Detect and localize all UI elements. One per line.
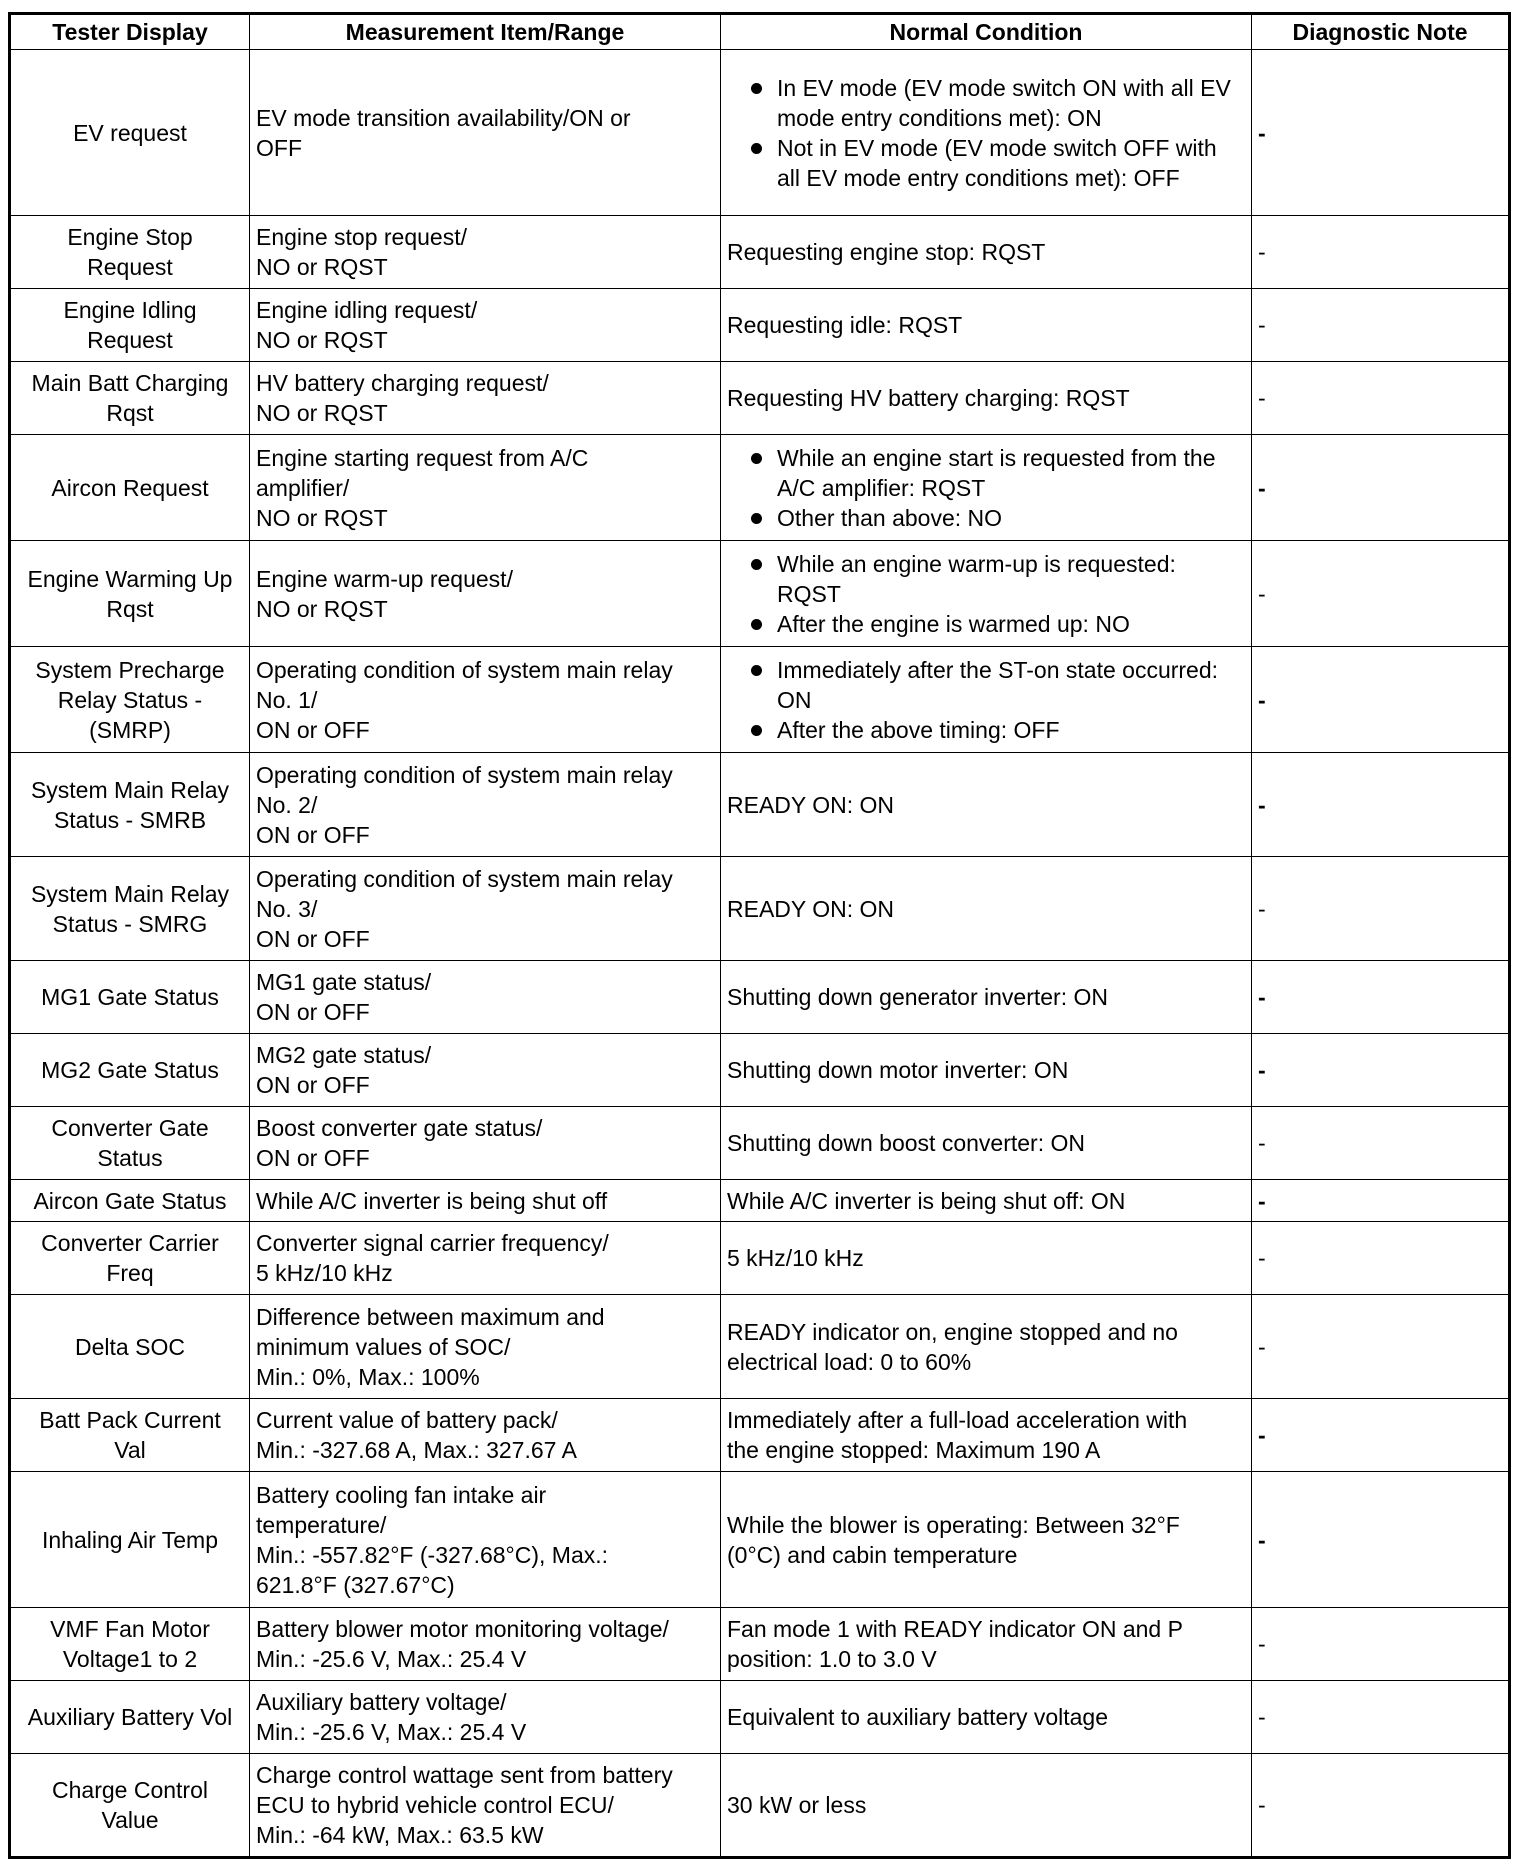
table-row — [10, 1608, 1510, 1681]
normal-condition-cell — [721, 961, 1252, 1034]
measurement-line: MG1 gate status/ — [256, 969, 432, 995]
condition-line: READY indicator on, engine stopped and no — [727, 1318, 1178, 1345]
condition-line: Immediately after a full-load acceleration with — [727, 1407, 1188, 1433]
measurement-line: OFF — [256, 134, 302, 161]
tester-display-line: Batt Pack Current — [39, 1407, 221, 1433]
measurement-line: Min.: -327.68 A, Max.: 327.67 A — [256, 1437, 577, 1463]
table-row — [10, 1180, 1510, 1222]
measurement-line: NO or RQST — [256, 254, 388, 280]
diagnostic-note-cell: - — [1252, 1399, 1510, 1472]
diagnostic-note-cell: - — [1252, 857, 1510, 961]
measurement-line: amplifier/ — [256, 474, 350, 501]
tester-display-line: Engine Stop — [67, 224, 193, 250]
diagnostic-note-cell: - — [1252, 1608, 1510, 1681]
tester-display-line: Converter Carrier — [41, 1230, 219, 1256]
diagnostic-note-cell: - — [1252, 1107, 1510, 1180]
tester-display-line: System Precharge — [35, 656, 225, 683]
condition-bullet-list — [727, 549, 1245, 639]
measurement-line: temperature/ — [256, 1511, 387, 1538]
diagnostic-note-cell: - — [1252, 541, 1510, 647]
measurement-line: NO or RQST — [256, 400, 388, 426]
measurement-line: Engine stop request/ — [256, 224, 467, 250]
diagnostic-note-cell: - — [1252, 50, 1510, 216]
tester-display-line: MG1 Gate Status — [41, 984, 219, 1010]
table-row — [10, 216, 1510, 289]
normal-condition-cell — [721, 1034, 1252, 1107]
measurement-cell — [250, 1222, 721, 1295]
table-row — [10, 857, 1510, 961]
measurement-cell — [250, 1608, 721, 1681]
tester-display-cell — [10, 1681, 250, 1754]
condition-text: 30 kW or less — [727, 1792, 867, 1818]
measurement-cell — [250, 1107, 721, 1180]
condition-bullet-item: While an engine start is requested from the A/C amplifier: RQST — [727, 443, 1245, 503]
condition-bullet-item: In EV mode (EV mode switch ON with all EV mode entry conditions met): ON — [727, 73, 1245, 133]
measurement-line: NO or RQST — [256, 327, 388, 353]
diagnostic-note-cell: - — [1252, 1222, 1510, 1295]
tester-display-cell — [10, 1754, 250, 1858]
tester-display-cell — [10, 961, 250, 1034]
measurement-cell — [250, 50, 721, 216]
table-row — [10, 541, 1510, 647]
diagnostic-note-cell: - — [1252, 1754, 1510, 1858]
tester-display-line: Engine Warming Up — [27, 565, 233, 592]
tester-display-line: Status - SMRB — [53, 806, 207, 833]
measurement-line: ECU to hybrid vehicle control ECU/ — [256, 1792, 614, 1818]
condition-text: Equivalent to auxiliary battery voltage — [727, 1704, 1108, 1730]
normal-condition-cell — [721, 1472, 1252, 1608]
measurement-line: Auxiliary battery voltage/ — [256, 1689, 507, 1715]
tester-display-line: Status - SMRG — [52, 910, 208, 937]
table-row — [10, 753, 1510, 857]
measurement-cell — [250, 362, 721, 435]
measurement-line: minimum values of SOC/ — [256, 1333, 511, 1360]
measurement-line: No. 3/ — [256, 895, 318, 922]
condition-line: While the blower is operating: Between 32°F — [727, 1511, 1180, 1538]
normal-condition-cell — [721, 289, 1252, 362]
tester-display-cell — [10, 289, 250, 362]
tester-display-cell — [10, 435, 250, 541]
normal-condition-cell — [721, 753, 1252, 857]
diagnostic-note-cell: - — [1252, 435, 1510, 541]
measurement-cell — [250, 961, 721, 1034]
measurement-line: ON or OFF — [256, 1072, 370, 1098]
table-row — [10, 289, 1510, 362]
measurement-cell — [250, 541, 721, 647]
tester-display-cell — [10, 362, 250, 435]
measurement-line: Engine idling request/ — [256, 297, 478, 323]
measurement-line: Difference between maximum and — [256, 1303, 605, 1330]
tester-display-line: System Main Relay — [30, 776, 230, 803]
condition-bullet-list — [727, 73, 1245, 193]
measurement-line: Charge control wattage sent from battery — [256, 1762, 673, 1788]
measurement-line: ON or OFF — [256, 1145, 370, 1171]
tester-display-cell — [10, 1107, 250, 1180]
header-normal-condition: Normal Condition — [721, 14, 1252, 50]
measurement-line: 621.8°F (327.67°C) — [256, 1571, 455, 1598]
header-diagnostic-note: Diagnostic Note — [1252, 14, 1510, 50]
measurement-line: HV battery charging request/ — [256, 370, 549, 396]
tester-display-cell — [10, 1608, 250, 1681]
table-row — [10, 1295, 1510, 1399]
tester-display-line: MG2 Gate Status — [41, 1057, 219, 1083]
normal-condition-cell — [721, 1180, 1252, 1222]
tester-display-line: Rqst — [106, 595, 154, 622]
tester-display-cell — [10, 753, 250, 857]
diagnostic-note-cell: - — [1252, 362, 1510, 435]
tester-display-line: Aircon Request — [51, 474, 209, 501]
measurement-line: Operating condition of system main relay — [256, 761, 673, 788]
table-row — [10, 961, 1510, 1034]
table-header-row — [10, 14, 1510, 50]
measurement-line: ON or OFF — [256, 999, 370, 1025]
condition-line: Fan mode 1 with READY indicator ON and P — [727, 1616, 1183, 1642]
tester-display-cell — [10, 857, 250, 961]
tester-display-line: Charge Control — [52, 1777, 208, 1803]
measurement-line: Operating condition of system main relay — [256, 865, 673, 892]
condition-line: electrical load: 0 to 60% — [727, 1348, 972, 1375]
table-row — [10, 1472, 1510, 1608]
measurement-line: Min.: -64 kW, Max.: 63.5 kW — [256, 1822, 544, 1848]
tester-display-cell — [10, 1034, 250, 1107]
measurement-line: Battery blower motor monitoring voltage/ — [256, 1616, 669, 1642]
tester-display-line: Auxiliary Battery Vol — [27, 1704, 233, 1730]
measurement-line: ON or OFF — [256, 716, 370, 743]
measurement-cell — [250, 647, 721, 753]
condition-text: 5 kHz/10 kHz — [727, 1245, 864, 1271]
condition-text: Requesting idle: RQST — [727, 312, 963, 338]
tester-display-line: Freq — [106, 1260, 154, 1286]
diagnostic-note-cell: - — [1252, 647, 1510, 753]
tester-display-cell — [10, 1222, 250, 1295]
measurement-line: Engine starting request from A/C — [256, 444, 589, 471]
normal-condition-cell — [721, 647, 1252, 753]
tester-display-cell — [10, 1399, 250, 1472]
normal-condition-cell — [721, 1295, 1252, 1399]
measurement-cell — [250, 1034, 721, 1107]
tester-display-line: Rqst — [106, 400, 154, 426]
measurement-line: No. 1/ — [256, 686, 318, 713]
tester-display-line: Inhaling Air Temp — [41, 1526, 218, 1553]
condition-line: position: 1.0 to 3.0 V — [727, 1646, 937, 1672]
tester-display-cell — [10, 1472, 250, 1608]
normal-condition-cell — [721, 50, 1252, 216]
diagnostic-note-cell: - — [1252, 289, 1510, 362]
tester-display-line: Engine Idling — [63, 297, 197, 323]
measurement-cell — [250, 289, 721, 362]
header-measurement-item: Measurement Item/Range — [250, 14, 721, 50]
measurement-line: Boost converter gate status/ — [256, 1115, 543, 1141]
normal-condition-cell — [721, 1107, 1252, 1180]
measurement-line: Current value of battery pack/ — [256, 1407, 558, 1433]
tester-display-line: Main Batt Charging — [31, 370, 229, 396]
tester-display-line: Request — [87, 254, 173, 280]
diagnostic-note-cell: - — [1252, 1034, 1510, 1107]
measurement-line: MG2 gate status/ — [256, 1042, 432, 1068]
measurement-line: Battery cooling fan intake air — [256, 1481, 547, 1508]
normal-condition-cell — [721, 1222, 1252, 1295]
measurement-line: 5 kHz/10 kHz — [256, 1260, 393, 1286]
tester-display-cell — [10, 541, 250, 647]
table-row — [10, 1107, 1510, 1180]
measurement-cell — [250, 857, 721, 961]
table-row — [10, 1754, 1510, 1858]
measurement-line: NO or RQST — [256, 595, 388, 622]
table-row — [10, 362, 1510, 435]
tester-display-line: VMF Fan Motor — [50, 1616, 210, 1642]
tester-display-line: Delta SOC — [75, 1333, 185, 1360]
tester-display-line: Status — [97, 1145, 163, 1171]
condition-line: (0°C) and cabin temperature — [727, 1541, 1018, 1568]
condition-text: Shutting down generator inverter: ON — [727, 984, 1108, 1010]
tester-display-line: Val — [114, 1437, 146, 1463]
tester-display-cell — [10, 50, 250, 216]
tester-display-line: Converter Gate — [51, 1115, 209, 1141]
normal-condition-cell — [721, 1608, 1252, 1681]
normal-condition-cell — [721, 362, 1252, 435]
diagnostic-note-cell: - — [1252, 1472, 1510, 1608]
tester-display-line: Request — [87, 327, 173, 353]
tester-display-line: Voltage1 to 2 — [62, 1646, 198, 1672]
table-row — [10, 1681, 1510, 1754]
normal-condition-cell — [721, 1399, 1252, 1472]
condition-text: While A/C inverter is being shut off: ON — [727, 1187, 1126, 1214]
condition-bullet-item: While an engine warm-up is requested: RQST — [727, 549, 1245, 609]
condition-bullet-list — [727, 655, 1245, 745]
condition-text: READY ON: ON — [727, 791, 894, 818]
measurement-line: While A/C inverter is being shut off — [256, 1187, 608, 1214]
table-row — [10, 435, 1510, 541]
condition-bullet-item: Other than above: NO — [727, 503, 1245, 533]
measurement-line: Min.: -25.6 V, Max.: 25.4 V — [256, 1719, 527, 1745]
measurement-cell — [250, 1295, 721, 1399]
table-row — [10, 50, 1510, 216]
tester-display-line: Relay Status - — [57, 686, 203, 713]
measurement-cell — [250, 1472, 721, 1608]
measurement-line: NO or RQST — [256, 504, 388, 531]
measurement-line: ON or OFF — [256, 925, 370, 952]
table-row — [10, 1034, 1510, 1107]
table-row — [10, 1399, 1510, 1472]
diagnostic-note-cell: - — [1252, 1295, 1510, 1399]
measurement-line: EV mode transition availability/ON or — [256, 104, 631, 131]
condition-bullet-list — [727, 443, 1245, 533]
table-row — [10, 647, 1510, 753]
condition-text: Requesting HV battery charging: RQST — [727, 385, 1130, 411]
condition-text: READY ON: ON — [727, 895, 894, 922]
measurement-cell — [250, 1180, 721, 1222]
measurement-line: Min.: -557.82°F (-327.68°C), Max.: — [256, 1541, 609, 1568]
condition-bullet-item: After the engine is warmed up: NO — [727, 609, 1245, 639]
measurement-cell — [250, 1399, 721, 1472]
normal-condition-cell — [721, 541, 1252, 647]
normal-condition-cell — [721, 435, 1252, 541]
measurement-cell — [250, 1681, 721, 1754]
measurement-cell — [250, 753, 721, 857]
measurement-cell — [250, 435, 721, 541]
data-list-table — [8, 12, 1511, 1859]
tester-display-line: Aircon Gate Status — [33, 1187, 227, 1214]
table-row — [10, 1222, 1510, 1295]
tester-display-line: EV request — [73, 119, 187, 146]
measurement-line: Converter signal carrier frequency/ — [256, 1230, 609, 1256]
diagnostic-note-cell: - — [1252, 216, 1510, 289]
measurement-cell — [250, 216, 721, 289]
normal-condition-cell — [721, 216, 1252, 289]
condition-bullet-item: After the above timing: OFF — [727, 715, 1245, 745]
tester-display-cell — [10, 1295, 250, 1399]
measurement-line: No. 2/ — [256, 791, 318, 818]
condition-text: Shutting down boost converter: ON — [727, 1130, 1085, 1156]
condition-bullet-item: Immediately after the ST-on state occurred: ON — [727, 655, 1245, 715]
diagnostic-note-cell: - — [1252, 1180, 1510, 1222]
tester-display-cell — [10, 216, 250, 289]
condition-text: Shutting down motor inverter: ON — [727, 1057, 1069, 1083]
tester-display-cell — [10, 647, 250, 753]
tester-display-line: (SMRP) — [89, 716, 171, 743]
measurement-line: Min.: -25.6 V, Max.: 25.4 V — [256, 1646, 527, 1672]
tester-display-line: System Main Relay — [30, 880, 230, 907]
diagnostic-note-cell: - — [1252, 753, 1510, 857]
condition-text: Requesting engine stop: RQST — [727, 239, 1046, 265]
header-tester-display: Tester Display — [10, 14, 250, 50]
tester-display-cell — [10, 1180, 250, 1222]
diagnostic-note-cell: - — [1252, 1681, 1510, 1754]
diagnostic-note-cell: - — [1252, 961, 1510, 1034]
measurement-line: ON or OFF — [256, 821, 370, 848]
condition-line: the engine stopped: Maximum 190 A — [727, 1437, 1101, 1463]
condition-bullet-item: Not in EV mode (EV mode switch OFF with all EV mode entry conditions met): OFF — [727, 133, 1245, 193]
measurement-line: Engine warm-up request/ — [256, 565, 513, 592]
measurement-line: Min.: 0%, Max.: 100% — [256, 1363, 480, 1390]
normal-condition-cell — [721, 1681, 1252, 1754]
measurement-cell — [250, 1754, 721, 1858]
normal-condition-cell — [721, 1754, 1252, 1858]
normal-condition-cell — [721, 857, 1252, 961]
tester-display-line: Value — [101, 1807, 159, 1833]
measurement-line: Operating condition of system main relay — [256, 656, 673, 683]
table-body — [10, 50, 1510, 1858]
